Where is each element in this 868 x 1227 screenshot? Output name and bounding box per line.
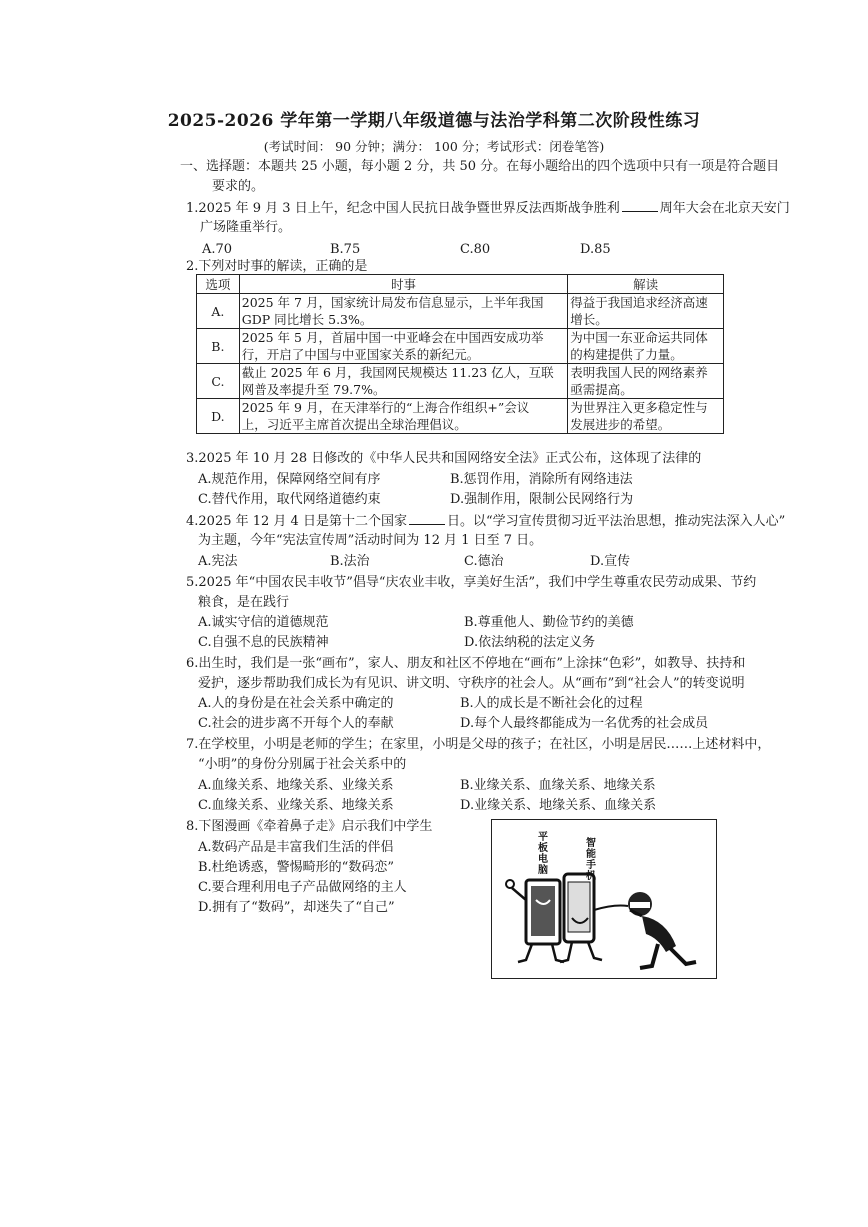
question-6-stem: 6.出生时，我们是一张“画布”，家人、朋友和社区不停地在“画布”上涂抹“色彩”，如教导、扶持和	[186, 656, 746, 671]
section-instructions: 一、选择题：本题共 25 小题，每小题 2 分，共 50 分。在每小题给出的四个选项中只有一项是符合题目	[180, 159, 780, 174]
event-line: 上，习近平主席首次提出全球治理倡议。	[241, 417, 467, 432]
question-6-option: D.每个人最终都能成为一名优秀的社会成员	[460, 716, 709, 731]
phone-legs	[560, 942, 602, 962]
question-1-text-b: 周年大会在北京天安门	[659, 201, 790, 216]
question-4-text-a: 4.2025 年 12 月 4 日是第十二个国家	[186, 514, 407, 529]
question-3-option: C.替代作用，取代网络道德约束	[198, 492, 381, 507]
question-3-stem: 3.2025 年 10 月 28 日修改的《中华人民共和国网络安全法》正式公布，这体现了法律的	[186, 451, 702, 466]
question-8-stem: 8.下图漫画《牵着鼻子走》启示我们中学生	[186, 819, 433, 834]
event-line: 2025 年 9 月，在天津举行的“上海合作组织+”会议	[241, 400, 530, 415]
interp-line: 增长。	[570, 312, 608, 327]
tablet-legs	[518, 944, 564, 962]
event-line: 网普及率提升至 79.7%。	[241, 382, 386, 397]
table-header-row	[197, 275, 724, 294]
question-6-option: B.人的成长是不断社会化的过程	[460, 696, 643, 711]
question-1-option: B.75	[330, 242, 361, 257]
tablet-screen	[531, 886, 555, 936]
question-8-option: B.杜绝诱惑，警惕畸形的“数码恋”	[198, 860, 394, 875]
tablet-hand	[506, 880, 514, 888]
question-1-text-a: 1.2025 年 9 月 3 日上午，纪念中国人民抗日战争暨世界反法西斯战争胜利	[186, 201, 620, 216]
interp-line: 为世界注入更多稳定性与	[570, 400, 708, 415]
question-8-option: C.要合理利用电子产品做网络的主人	[198, 880, 407, 895]
table-row	[197, 294, 724, 329]
question-4-option: C.德治	[464, 554, 504, 569]
question-5-option: D.依法纳税的法定义务	[464, 635, 596, 650]
table-cell-option: C.	[197, 364, 240, 399]
label-char: 智	[586, 838, 596, 849]
interp-line: 为中国一东亚命运共同体	[570, 330, 708, 345]
table-cell-interpretation	[568, 294, 724, 329]
interp-line: 的构建提供了力量。	[570, 347, 683, 362]
question-5-option: B.尊重他人、勤俭节约的美德	[464, 615, 634, 630]
event-line: GDP 同比增长 5.3%。	[241, 312, 373, 327]
table-cell-option: A.	[197, 294, 240, 329]
label-char: 能	[586, 849, 596, 860]
question-4-option: B.法治	[330, 554, 370, 569]
question-3-option: A.规范作用，保障网络空间有序	[198, 472, 381, 487]
label-char: 电	[538, 854, 548, 865]
table-row	[197, 399, 724, 434]
question-6-option: C.社会的进步离不开每个人的奉献	[198, 716, 394, 731]
cartoon-image	[491, 819, 717, 979]
event-line: 2025 年 7 月，国家统计局发布信息显示，上半年我国	[241, 295, 544, 310]
question-7-stem-cont: “小明”的身份分别属于社会关系中的	[198, 757, 407, 772]
event-line: 2025 年 5 月，首届中国一中亚峰会在中国西安成功举	[241, 330, 544, 345]
page-title: 2025-2026 学年第一学期八年级道德与法治学科第二次阶段性练习	[167, 111, 701, 131]
question-1-option: A.70	[202, 242, 233, 257]
label-char: 脑	[538, 865, 548, 876]
event-line: 截止 2025 年 6 月，我国网民规模达 11.23 亿人，互联	[241, 365, 554, 380]
table-row	[197, 329, 724, 364]
table-header: 解读	[568, 275, 724, 294]
question-4-option: A.宪法	[198, 554, 238, 569]
table-cell-event	[239, 399, 567, 434]
table-cell-interpretation	[568, 329, 724, 364]
question-5-option: A.诚实守信的道德规范	[198, 615, 329, 630]
cartoon-drawing	[492, 820, 716, 978]
interp-line: 表明我国人民的网络素养	[570, 365, 708, 380]
question-3-option: D.强制作用，限制公民网络行为	[450, 492, 634, 507]
question-1-option: C.80	[460, 242, 491, 257]
question-5-option: C.自强不息的民族精神	[198, 635, 329, 650]
question-8-option: A.数码产品是丰富我们生活的伴侣	[198, 840, 394, 855]
label-char: 手	[586, 860, 596, 871]
question-6-stem-cont: 爱护，逐步帮助我们成长为有见识、讲文明、守秩序的社会人。从“画布”到“社会人”的转变说明	[198, 676, 745, 691]
label-char: 机	[586, 871, 596, 882]
interp-line: 发展进步的希望。	[570, 417, 671, 432]
table-cell-interpretation	[568, 364, 724, 399]
event-line: 行，开启了中国与中亚国家关系的新纪元。	[241, 347, 480, 362]
person-mask	[630, 902, 650, 908]
table-cell-event	[239, 294, 567, 329]
table-cell-option: D.	[197, 399, 240, 434]
section-instructions-cont: 要求的。	[212, 179, 265, 194]
table-header: 时事	[239, 275, 567, 294]
question-2-table	[196, 274, 724, 434]
question-8-option: D.拥有了“数码”，却迷失了“自己”	[198, 900, 395, 915]
answer-blank	[409, 512, 445, 525]
question-4-stem	[186, 512, 785, 531]
question-4-text-b: 日。以“学习宣传贯彻习近平法治思想，推动宪法深入人心”	[446, 514, 786, 529]
question-5-stem-cont: 粮食，是在践行	[198, 595, 290, 610]
phone-screen	[568, 882, 590, 932]
question-7-stem: 7.在学校里，小明是老师的学生；在家里，小明是父母的孩子；在社区，小明是居民……上述材料中，	[186, 737, 771, 752]
table-row	[197, 364, 724, 399]
question-7-option: B.业缘关系、血缘关系、地缘关系	[460, 778, 656, 793]
answer-blank	[622, 199, 658, 212]
question-7-option: C.血缘关系、业缘关系、地缘关系	[198, 798, 394, 813]
exam-info: (考试时间： 90 分钟；满分： 100 分；考试形式：闭卷笔答)	[263, 139, 605, 154]
question-5-stem: 5.2025 年“中国农民丰收节”倡导“庆农业丰收，享美好生活”，我们中学生尊重农民劳动成果、节约	[186, 575, 757, 590]
question-2-stem: 2.下列对时事的解读，正确的是	[186, 259, 368, 274]
table-cell-event	[239, 329, 567, 364]
label-char: 板	[538, 843, 548, 854]
question-1-option: D.85	[580, 242, 611, 257]
question-3-option: B.惩罚作用，消除所有网络违法	[450, 472, 633, 487]
leash-line	[594, 906, 628, 911]
question-7-option: D.业缘关系、地缘关系、血缘关系	[460, 798, 657, 813]
table-cell-event	[239, 364, 567, 399]
question-1-stem-cont: 广场隆重举行。	[200, 220, 292, 235]
question-7-option: A.血缘关系、地缘关系、业缘关系	[198, 778, 394, 793]
question-1-stem	[186, 199, 790, 218]
table-header: 选项	[197, 275, 240, 294]
table-cell-option: B.	[197, 329, 240, 364]
interp-line: 亟需提高。	[570, 382, 633, 397]
question-4-option: D.宣传	[590, 554, 631, 569]
table-cell-interpretation	[568, 399, 724, 434]
label-char: 平	[538, 832, 548, 843]
question-4-stem-cont: 为主题，今年“宪法宣传周”活动时间为 12 月 1 日至 7 日。	[198, 533, 543, 548]
interp-line: 得益于我国追求经济高速	[570, 295, 708, 310]
question-6-option: A.人的身份是在社会关系中确定的	[198, 696, 394, 711]
